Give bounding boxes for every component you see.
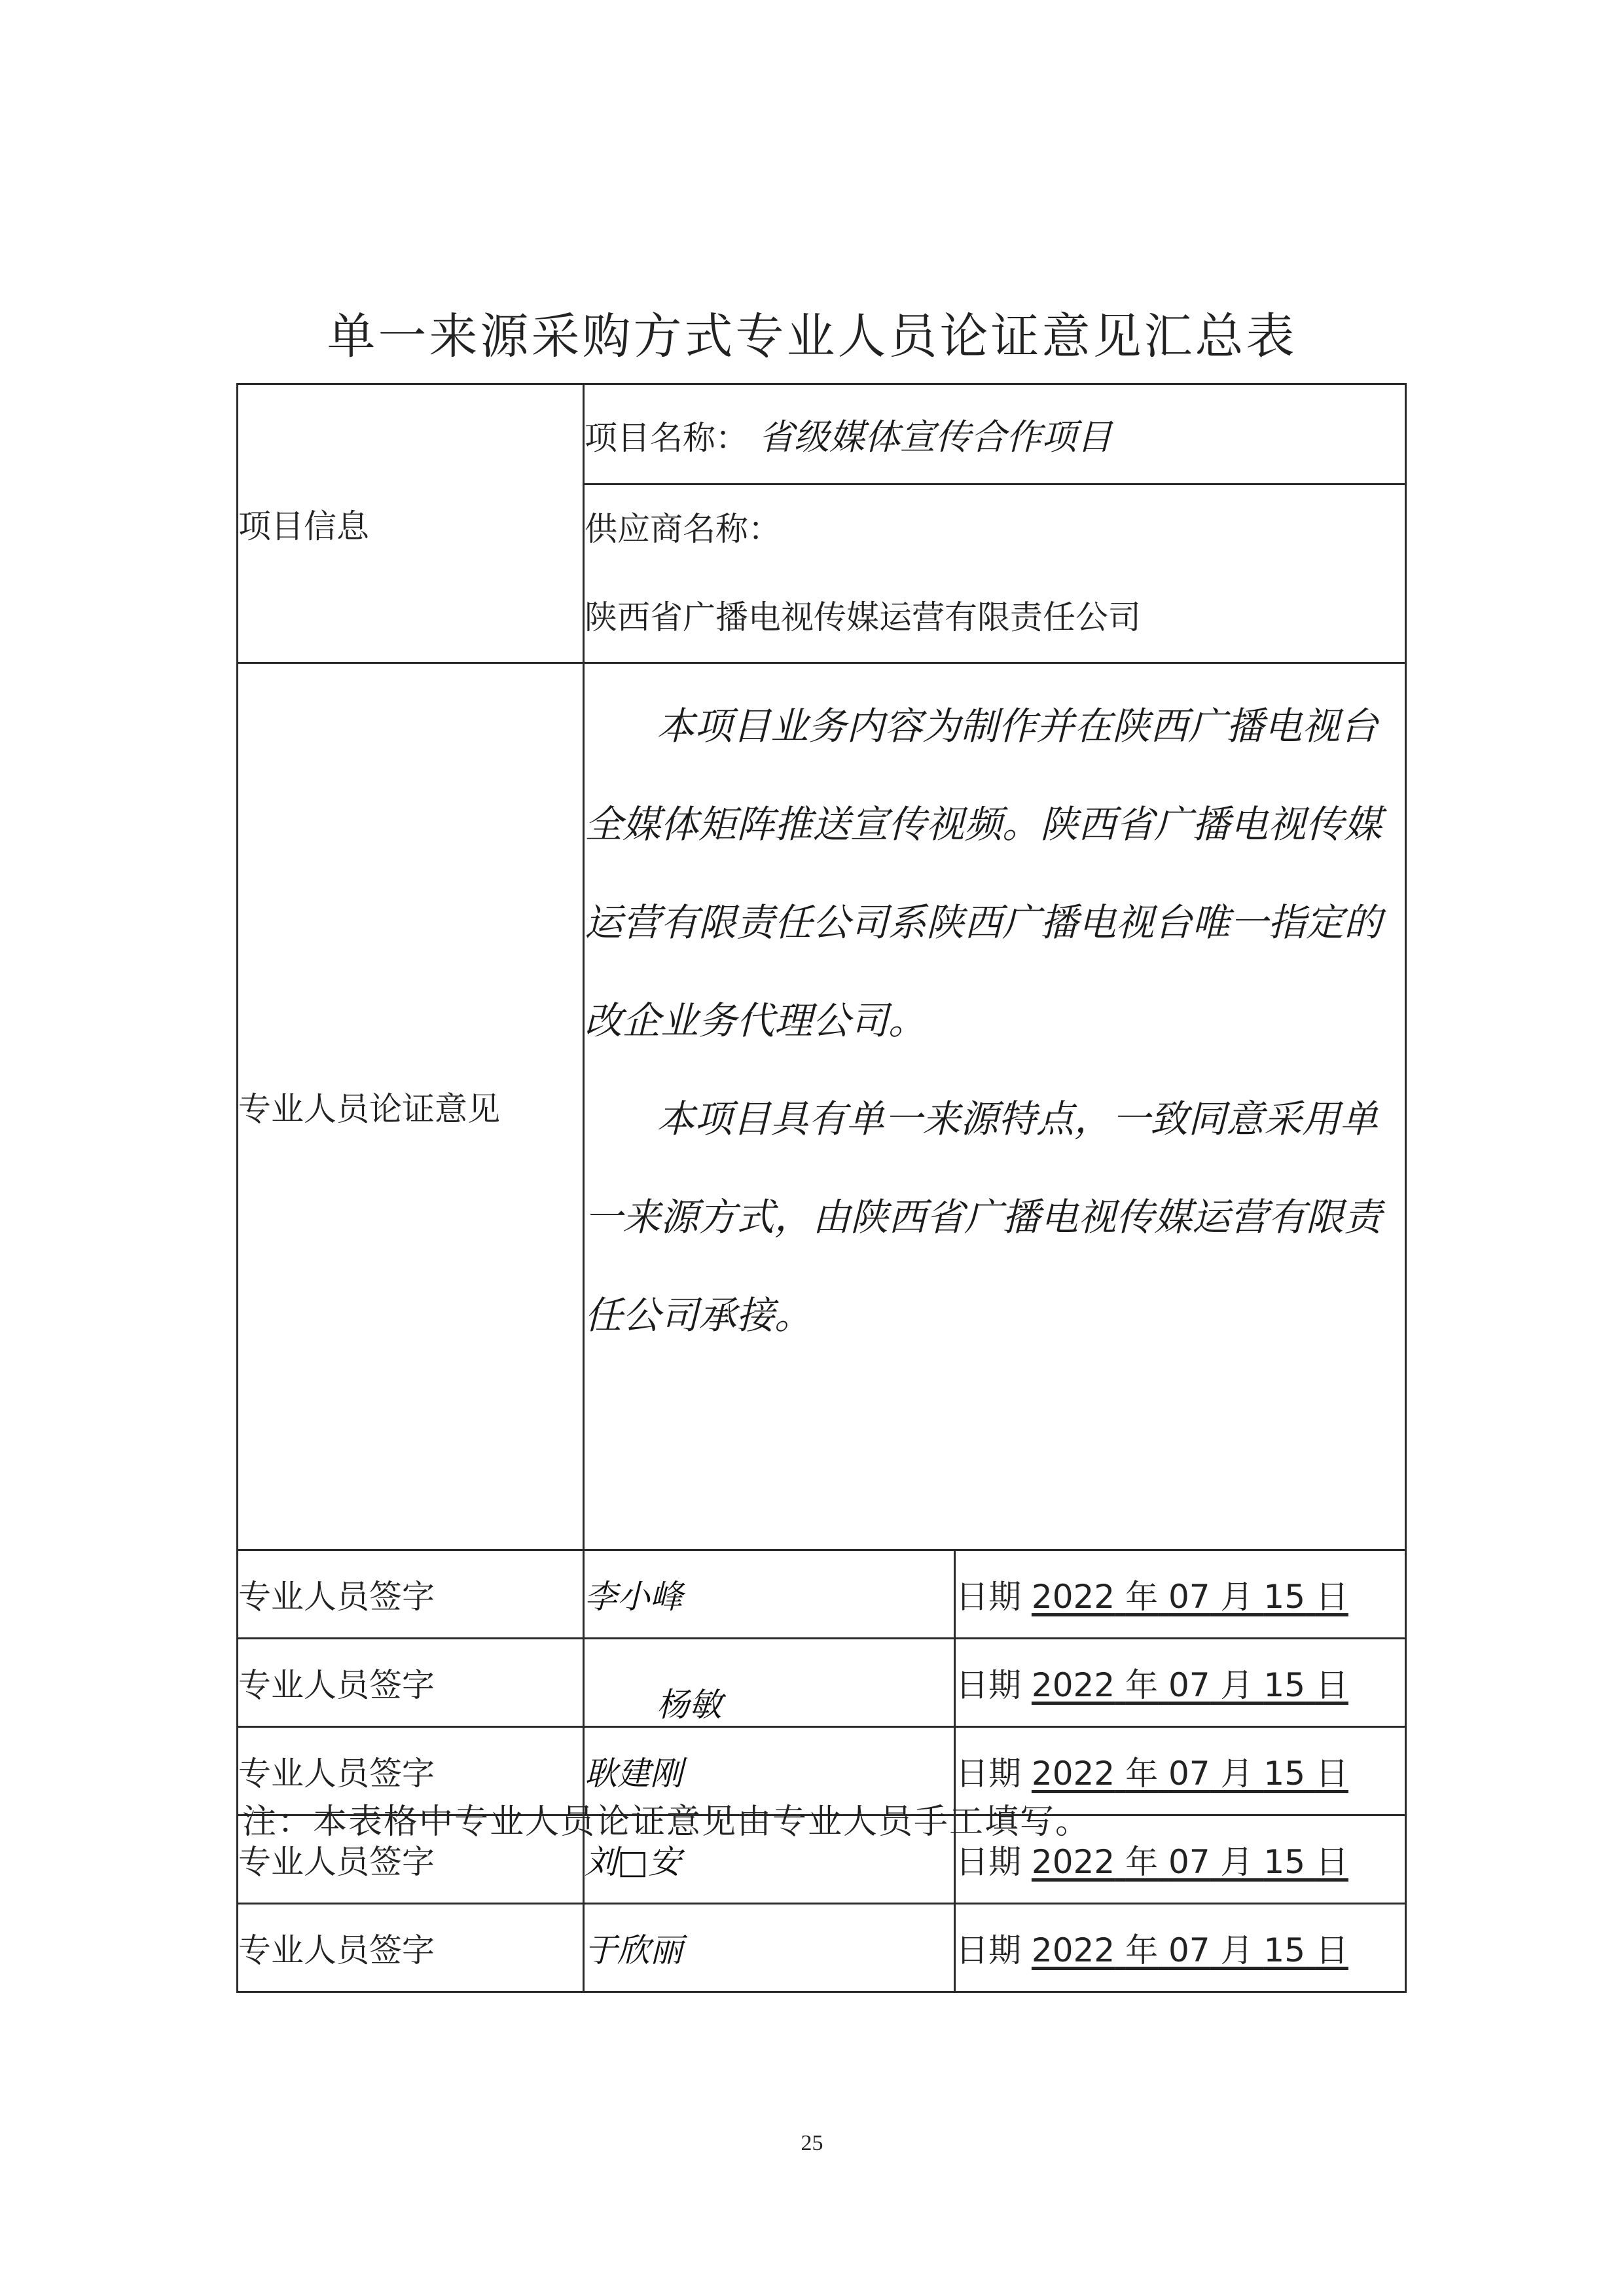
project-name-row [238, 384, 1406, 484]
supplier-value: 陕西省广播电视传媒运营有限责任公司 [585, 598, 1141, 636]
page-number: 25 [801, 2131, 823, 2155]
signature: 李小峰 [584, 1550, 955, 1639]
signature-label: 专业人员签字 [238, 1815, 584, 1904]
opinion-label: 专业人员论证意见 [238, 663, 584, 1550]
date-value: 2022 年 07 月 15 日 [1031, 1931, 1348, 1969]
signature-date [955, 1639, 1406, 1727]
date-prefix: 日期 [956, 1931, 1021, 1969]
project-name-cell [584, 384, 1406, 484]
date-prefix: 日期 [956, 1666, 1021, 1704]
signature-row [238, 1550, 1406, 1639]
project-info-label: 项目信息 [238, 384, 584, 663]
date-value: 2022 年 07 月 15 日 [1031, 1666, 1348, 1704]
form-title: 单一来源采购方式专业人员论证意见汇总表 [327, 308, 1297, 365]
date-prefix: 日期 [956, 1755, 1021, 1793]
signature-label: 专业人员签字 [238, 1727, 584, 1815]
date-value: 2022 年 07 月 15 日 [1031, 1578, 1348, 1616]
signature: 于欣丽 [584, 1904, 955, 1992]
opinion-cell [584, 663, 1406, 1550]
signature-row [238, 1904, 1406, 1992]
date-value: 2022 年 07 月 15 日 [1031, 1755, 1348, 1793]
signature-date [955, 1550, 1406, 1639]
signature-date [955, 1904, 1406, 1992]
signature: 耿建刚 [584, 1727, 955, 1815]
supplier-label: 供应商名称： [585, 510, 781, 548]
opinion-paragraph-1: 本项目业务内容为制作并在陕西广播电视台全媒体矩阵推送宣传视频。陕西省广播电视传媒运营有限责任公司系陕西广播电视台唯一指定的改企业务代理公司。 [585, 704, 1382, 1043]
opinion-row [238, 663, 1406, 1550]
signature-label: 专业人员签字 [238, 1639, 584, 1727]
argument-form-table [236, 383, 1407, 1993]
footnote: 注：本表格中专业人员论证意见由专业人员手工填写。 [242, 1802, 1091, 1842]
project-name-label: 项目名称： [585, 418, 748, 457]
signature-label: 专业人员签字 [238, 1904, 584, 1992]
signature: 刘□安 [584, 1815, 955, 1904]
signature-label: 专业人员签字 [238, 1550, 584, 1639]
signature: 杨敏 [584, 1639, 955, 1727]
signature-row [238, 1639, 1406, 1727]
project-name-value: 省级媒体宣传合作项目 [758, 416, 1112, 458]
date-prefix: 日期 [956, 1578, 1021, 1616]
supplier-cell [584, 484, 1406, 663]
date-value: 2022 年 07 月 15 日 [1031, 1843, 1348, 1881]
opinion-paragraph-2: 本项目具有单一来源特点，一致同意采用单一来源方式，由陕西省广播电视传媒运营有限责任公司承接。 [585, 1097, 1382, 1338]
date-prefix: 日期 [956, 1843, 1021, 1881]
